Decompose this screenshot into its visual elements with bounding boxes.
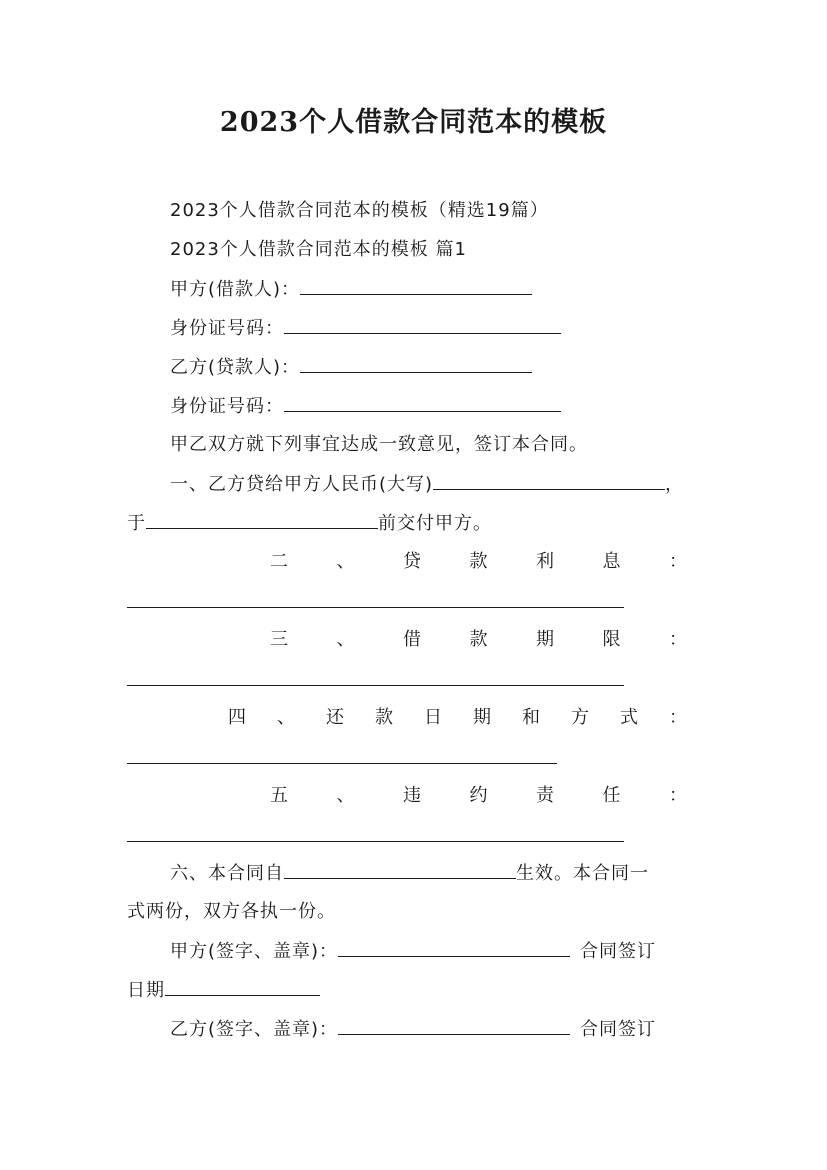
clause-6-prefix: 六、本合同自 [170, 863, 284, 884]
clause-4-char: 四 [228, 707, 247, 728]
clause-3-char: 限 [602, 629, 622, 650]
clause-3-char: 、 [336, 629, 356, 650]
clause-4-heading [228, 705, 688, 731]
clause-5-heading [270, 783, 688, 809]
sign-a-date-blank[interactable] [165, 977, 320, 996]
clause-2-char: 贷 [403, 551, 422, 572]
clause-2-char: ： [669, 551, 688, 572]
loan-amount-blank[interactable] [433, 471, 665, 490]
clause-1-due-prefix: 于 [127, 513, 146, 534]
sign-b-label: 乙方(签字、盖章)： [170, 1019, 339, 1040]
party-b-label: 乙方(贷款人)： [170, 357, 301, 378]
clause-2-char: 款 [469, 551, 489, 572]
clause-5-blank[interactable] [127, 841, 624, 842]
party-a-id-row [127, 315, 743, 342]
clause-4-blank[interactable] [127, 763, 557, 764]
clause-4-char: 款 [375, 707, 394, 728]
sign-a-date-cont: 日期 [127, 980, 165, 1001]
clause-6-suffix: 生效。本合同一 [516, 863, 649, 884]
clause-1-prefix: 一、乙方贷给甲方人民币(大写) [170, 474, 434, 495]
clause-4-char: 和 [522, 707, 541, 728]
sign-b-date-label: 合同签订 [580, 1019, 657, 1040]
clause-2-char: 息 [602, 551, 622, 572]
clause-6-row [127, 860, 743, 887]
party-b-id-label: 身份证号码： [170, 396, 284, 417]
clause-4-char: 日 [424, 707, 443, 728]
party-a-id-label: 身份证号码： [170, 318, 284, 339]
clause-5-char: ： [669, 785, 688, 806]
clause-5-char: 、 [336, 785, 356, 806]
subtitle-line: 2023个人借款合同范本的模板（精选19篇） [170, 200, 549, 221]
clause-5-char: 约 [469, 785, 489, 806]
sign-b-row [127, 1016, 743, 1043]
clause-5-char: 责 [536, 785, 555, 806]
clause-3-blank[interactable] [127, 685, 624, 686]
clause-4-char: 方 [571, 707, 590, 728]
clause-4-char: ： [669, 707, 688, 728]
chapter-heading: 2023个人借款合同范本的模板 篇1 [170, 239, 467, 260]
delivery-date-blank[interactable] [146, 510, 378, 529]
sign-b-blank[interactable] [338, 1016, 570, 1035]
clause-6-cont: 式两份，双方各执一份。 [127, 901, 336, 922]
clause-5-char: 任 [602, 785, 622, 806]
clause-5-char: 违 [403, 785, 422, 806]
sign-a-date-label: 合同签订 [580, 941, 657, 962]
clause-4-char: 、 [277, 707, 296, 728]
party-a-blank[interactable] [300, 276, 532, 295]
clause-3-char: 款 [469, 629, 489, 650]
clause-2-char: 利 [536, 551, 555, 572]
agreement-text: 甲乙双方就下列事宜达成一致意见，签订本合同。 [170, 434, 588, 455]
clause-3-heading [270, 627, 688, 653]
sign-a-label: 甲方(签字、盖章)： [170, 941, 339, 962]
clause-2-heading [270, 549, 688, 575]
clause-3-char: 三 [270, 629, 289, 650]
clause-4-char: 式 [620, 707, 639, 728]
clause-1-cont-row [127, 510, 700, 537]
clause-3-char: 期 [536, 629, 555, 650]
clause-4-char: 期 [473, 707, 492, 728]
sign-a-row [127, 938, 743, 965]
clause-1-row [127, 471, 743, 498]
clause-4-char: 还 [326, 707, 345, 728]
party-a-row [127, 276, 743, 303]
party-b-id-blank[interactable] [284, 393, 561, 412]
party-b-blank[interactable] [300, 354, 532, 373]
effective-date-blank[interactable] [284, 860, 516, 879]
party-b-id-row [127, 393, 743, 420]
clause-1-due-suffix: 前交付甲方。 [378, 513, 492, 534]
clause-2-char: 二 [270, 551, 289, 572]
clause-2-char: 、 [336, 551, 356, 572]
clause-5-char: 五 [270, 785, 289, 806]
clause-3-char: 借 [403, 629, 422, 650]
clause-3-char: ： [669, 629, 688, 650]
clause-1-comma: ， [665, 474, 685, 495]
party-b-row [127, 354, 743, 381]
sign-a-date-row [127, 977, 700, 1004]
sign-a-blank[interactable] [338, 938, 570, 957]
document-title: 2023个人借款合同范本的模板 [219, 107, 608, 138]
clause-2-blank[interactable] [127, 607, 624, 608]
party-a-id-blank[interactable] [284, 315, 561, 334]
party-a-label: 甲方(借款人)： [170, 279, 301, 300]
